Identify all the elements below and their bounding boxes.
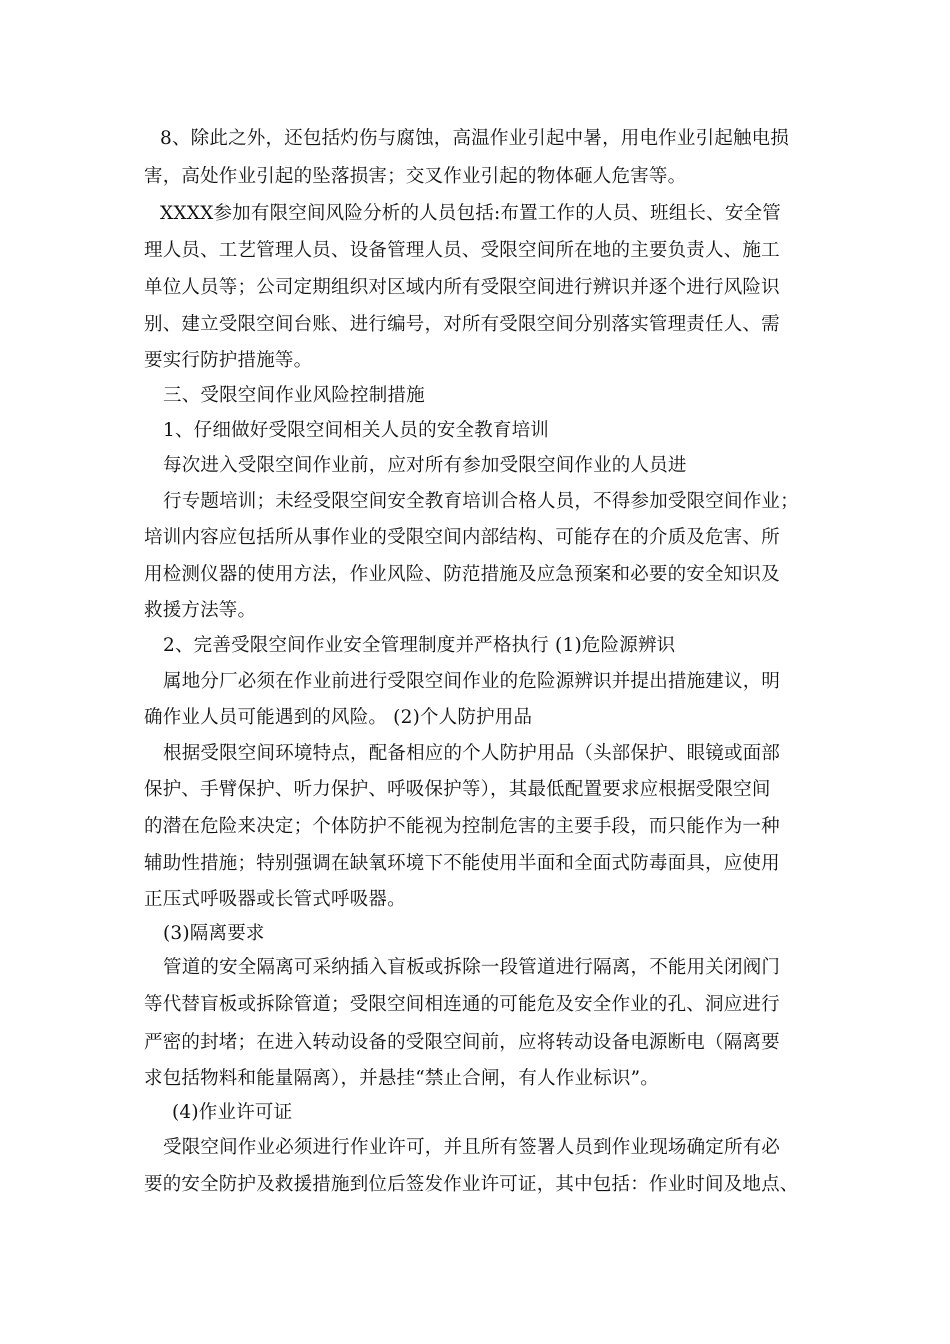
text-line-13: 用检测仪器的使用方法，作业风险、防范措施及应急预案和必要的安全知识及	[144, 564, 780, 585]
text-line-2: 害，高处作业引起的坠落损害；交叉作业引起的物体砸人危害等。	[144, 166, 687, 187]
text-line-25: 等代替盲板或拆除管道；受限空间相连通的可能危及安全作业的孔、洞应进行	[144, 994, 780, 1015]
text-line-30: 要的安全防护及救援措施到位后签发作业许可证，其中包括：作业时间及地点、	[144, 1174, 799, 1195]
text-line-5: 单位人员等；公司定期组织对区域内所有受限空间进行辨识并逐个进行风险识	[144, 277, 780, 298]
subsection-heading-2: 2、完善受限空间作业安全管理制度并严格执行 (1)危险源辨识	[163, 635, 676, 656]
text-line-27: 求包括物料和能量隔离），并悬挂“禁止合闸，有人作业标识”。	[144, 1068, 659, 1089]
text-line-26: 严密的封堵；在进入转动设备的受限空间前，应将转动设备电源断电（隔离要	[144, 1032, 780, 1053]
text-line-1: 8、除此之外，还包括灼伤与腐蚀，高温作业引起中暑，用电作业引起触电损	[160, 128, 790, 149]
text-line-7: 要实行防护措施等。	[144, 350, 313, 371]
text-line-16: 属地分厂必须在作业前进行受限空间作业的危险源辨识并提出措施建议，明	[163, 671, 781, 692]
text-line-18: 根据受限空间环境特点，配备相应的个人防护用品（头部保护、眼镜或面部	[163, 743, 781, 764]
text-line-11: 行专题培训；未经受限空间安全教育培训合格人员，不得参加受限空间作业；	[163, 491, 799, 512]
text-line-3: XXXX参加有限空间风险分析的人员包括:布置工作的人员、班组长、安全管	[160, 203, 781, 224]
subsection-heading-4: (4)作业许可证	[172, 1102, 293, 1123]
text-line-4: 理人员、工艺管理人员、设备管理人员、受限空间所在地的主要负责人、施工	[144, 240, 780, 261]
section-heading: 三、受限空间作业风险控制措施	[163, 385, 425, 406]
text-line-10: 每次进入受限空间作业前，应对所有参加受限空间作业的人员进	[163, 455, 687, 476]
text-line-20: 的潜在危险来决定；个体防护不能视为控制危害的主要手段，而只能作为一种	[144, 816, 780, 837]
text-line-22: 正压式呼吸器或长管式呼吸器。	[144, 889, 406, 910]
text-line-24: 管道的安全隔离可采纳插入盲板或拆除一段管道进行隔离，不能用关闭阀门	[163, 957, 781, 978]
text-line-14: 救援方法等。	[144, 600, 257, 621]
text-line-21: 辅助性措施；特别强调在缺氧环境下不能使用半面和全面式防毒面具，应使用	[144, 853, 780, 874]
text-line-19: 保护、手臂保护、听力保护、呼吸保护等），其最低配置要求应根据受限空间	[144, 779, 771, 800]
text-line-29: 受限空间作业必须进行作业许可，并且所有签署人员到作业现场确定所有必	[163, 1137, 781, 1158]
subsection-heading-3: (3)隔离要求	[163, 923, 265, 944]
text-line-12: 培训内容应包括所从事作业的受限空间内部结构、可能存在的介质及危害、所	[144, 527, 780, 548]
text-line-6: 别、建立受限空间台账、进行编号，对所有受限空间分别落实管理责任人、需	[144, 314, 780, 335]
subsection-heading-1: 1、仔细做好受限空间相关人员的安全教育培训	[163, 420, 549, 441]
text-line-17: 确作业人员可能遇到的风险。 (2)个人防护用品	[144, 707, 533, 728]
